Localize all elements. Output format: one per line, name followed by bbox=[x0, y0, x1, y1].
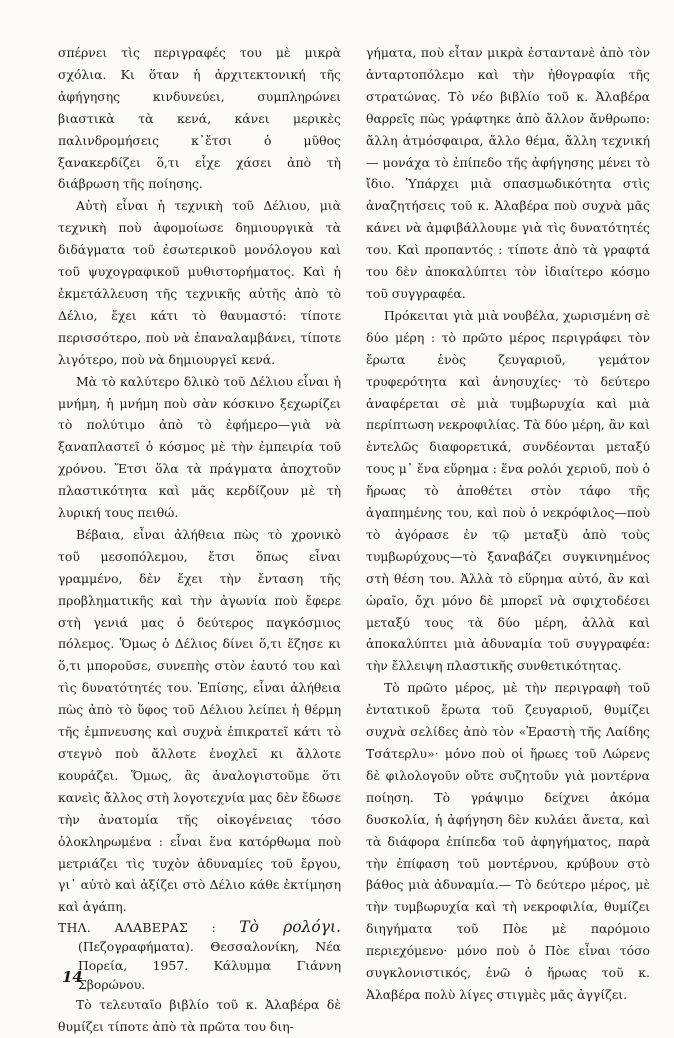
paragraph: Βέβαια, εἶναι ἀλήθεια πὼς τὸ χρονικὸ τοῦ μεσοπόλεμου, ἔτσι ὅπως εἶναι γραμμένο, δὲν ἔχει τὴν ἔνταση τῆς προβληματικῆς καὶ τὴν ἀγωνία ποὺ ἔφερε στὴ γενιά μας ὁ δεύτερος παγκόσμιος πόλεμος. Ὅμως ὁ Δέλιος δίνει ὅ,τι ἔζησε κι ὅ,τι μποροῦσε, συνεπὴς στὸν ἑαυτό του καὶ τὶς δυνατότητές του. Ἐπίσης, εἶναι ἀλήθεια πὼς ἀπὸ τὸ ὕφος τοῦ Δέλιου λείπει ἡ θέρμη τῆς ἐμπνευσης καὶ συχνὰ ἐπικρατεῖ κάτι τὸ στεγνὸ ποὺ ἄλλοτε ἐνοχλεῖ κι ἄλλοτε κουράζει. Ὅμως, ἂς ἀναλογιστοῦμε ὅτι κανεὶς ἄλλος στὴ λογοτεχνία μας δὲν ἔδωσε τὴν ἀνατομία τῆς οἰκογένειας τόσο ὁλοκληρωμένα : εἶναι ἕνα κατόρθωμα ποὺ μετριάζει τὶς τυχὸν ἀδυναμίες τοῦ ἔργου, γι᾿ αὐτὸ καὶ ἀξίζει στὸ Δέλιο κάθε ἐκτίμηση καὶ ἀγάπη. bbox=[58, 526, 341, 915]
page-number: 14 bbox=[62, 968, 83, 986]
review-book-title: Τὸ ρολόγι. bbox=[239, 918, 341, 937]
review-heading bbox=[58, 918, 341, 994]
review-publication-details: (Πεζογραφήματα). Θεσσαλονίκη, Νέα Πορεία, 1957. Κάλυμμα Γιάννη Σβορώνου. bbox=[78, 939, 341, 993]
review-author: ΤΗΛ. ΑΛΑΒΕΡΑΣ : bbox=[58, 920, 217, 936]
right-column bbox=[366, 42, 650, 1006]
continued-paragraph: γήματα, ποὺ εἶταν μικρὰ ἐσταντανὲ ἀπὸ τὸν ἀνταρτοπόλεμο καὶ τὴν ἠθογραφία τῆς στρατώνας. Τὸ νέο βιβλίο τοῦ κ. Ἀλαβέρα θαρρεῖς πὼς γράφτηκε ἀπὸ ἄλλον ἄνθρωπο: ἄλλη ἀτμόσφαιρα, ἄλλο θέμα, ἄλλη τεχνική — μονάχα τὸ ἐπίπεδο τῆς ἀφήγησης μένει τὸ ἴδιο. Ὑπάρχει μιὰ σπασμωδικότητα στὶς ἀναζητήσεις τοῦ κ. Ἀλαβέρα ποὺ συχνὰ μᾶς κάνει νὰ ἀμφιβάλλουμε γιὰ τὶς δυνατότητές του. Καὶ προπαντός : τίποτε ἀπὸ τὰ γραφτά του δὲν ἀποκαλύπτει τὸν ἰδιαίτερο κόσμο τοῦ συγγραφέα. bbox=[366, 45, 650, 301]
paragraph: Τὸ πρῶτο μέρος, μὲ τὴν περιγραφὴ τοῦ ἐντατικοῦ ἔρωτα τοῦ ζευγαριοῦ, θυμίζει συχνὰ σελίδες ἀπὸ τὸν «Ἐραστὴ τῆς Λαίδης Τσάτερλυ»· μόνο ποὺ οἱ ἥρωες τοῦ Λώρενς δὲ φιλολογοῦν οὔτε συζητοῦν γιὰ μοντέρνα ποίηση. Τὸ γράψιμο δείχνει ἀκόμα δυσκολία, ἡ ἀφήγηση δὲν κυλάει ἄνετα, καὶ τὰ διάφορα ἐπίπεδα τοῦ ἀφηγήματος, παρὰ τὴν ἐπίφαση τοῦ μοντέρνου, κρύβουν στὸ βάθος μιὰ ἀδυναμία.— Τὸ δεύτερο μέρος, μὲ τὴν τυμβωρυχία καὶ τὴ νεκροφιλία, θυμίζει διηγήματα τοῦ Πὸε μὲ παρόμοιο περιεχόμενο· μόνο ποὺ ὁ Πὸε εἶναι τόσο συγκλονιστικός, ἐνῶ ὁ ἥρωας τοῦ κ. Ἀλαβέρα πολὺ λίγες στιγμὲς μᾶς ἀγγίζει. bbox=[366, 680, 650, 1002]
paragraph: Αὐτὴ εἶναι ἡ τεχνικὴ τοῦ Δέλιου, μιὰ τεχνικὴ ποὺ ἀφομοίωσε δημιουργικὰ τὰ διδάγματα τοῦ ἐσωτερικοῦ μονόλογου καὶ τοῦ ψυχογραφικοῦ μυθιστορήματος. Καὶ ἡ ἐκμετάλλευση τῆς τεχνικῆς αὐτῆς ἀπὸ τὸ Δέλιο, ἔχει κάτι τὸ θαυμαστό: τίποτε περισσότερο, ποὺ νὰ ἐπαναλαμβάνει, τίποτε λιγότερο, ποὺ νὰ δημιουργεῖ κενά. bbox=[58, 198, 341, 367]
paragraph: Μὰ τὸ καλύτερο δλικὸ τοῦ Δέλιου εἶναι ἡ μνήμη, ἡ μνήμη ποὺ σὰν κόσκινο ξεχωρίζει τὸ πολύτιμο ἀπὸ τὸ ἐφήμερο—γιὰ νὰ ξαναπλαστεῖ ὁ κόσμος μὲ τὴν ἐμπειρία τοῦ χρόνου. Ἔτσι ὅλα τὰ πράγματα ἀποχτοῦν πλαστικότητα καὶ μᾶς κερδίζουν μὲ τὴ λυρική τους πειθώ. bbox=[58, 373, 341, 521]
paragraph: Πρόκειται γιὰ μιὰ νουβέλα, χωρισμένη σὲ δύο μέρη : τὸ πρῶτο μέρος περιγράφει τὸν ἔρωτα ἑνὸς ζευγαριοῦ, γεμάτον τρυφερότητα καὶ ἀνησυχίες· τὸ δεύτερο ἀναφέρεται σὲ μιὰ τυμβωρυχία καὶ μιὰ περίπτωση νεκροφιλίας. Τὰ δύο μέρη, ἂν καὶ ἐντελῶς διαφορετικά, συνδέονται μεταξύ τους μ᾿ ἕνα εὕρημα : ἕνα ρολόι χεριοῦ, ποὺ ὁ ἥρωας τὸ ἀποθέτει στὸν τάφο τῆς ἀγαπημένης του, καὶ ποὺ ὁ νεκρόφιλος—ποὺ τὸ ἀγόρασε ἐν τῷ μεταξὺ ἀπὸ τοὺς τυμβωρύχους—τὸ ξαναβάζει συγκινημένος στὴ θέση του. Ἀλλὰ τὸ εὕρημα αὐτό, ἂν καὶ ὡραῖο, ὄχι μόνο δὲ μπορεῖ νὰ σφιχτοδέσει μεταξύ τους τὰ δύο μέρη, ἀλλὰ καὶ ἀποκαλύπτει μιὰ ἀδυναμία τοῦ συγγραφέα: τὴν ἔλλειψη πλαστικῆς συνθετικότητας. bbox=[366, 307, 650, 674]
left-column bbox=[58, 42, 341, 1038]
paragraph: Τὸ τελευταῖο βιβλίο τοῦ κ. Ἀλαβέρα δὲ θυμίζει τίποτε ἀπὸ τὰ πρῶτα του διη- bbox=[58, 997, 341, 1035]
continued-paragraph: σπέρνει τὶς περιγραφές του μὲ μικρὰ σχόλια. Κι ὅταν ἡ ἀρχιτεκτονική τῆς ἀφήγησης κινδυνεύει, συμπληρώνει βιαστικὰ τὰ κενά, κάνει μερικὲς παλινδρομήσεις κ᾿ἔτσι ὁ μῦθος ξανακερδίζει ὅ,τι εἶχε χάσει ἀπὸ τὴ διάβρωση τῆς ποίησης. bbox=[58, 45, 341, 192]
